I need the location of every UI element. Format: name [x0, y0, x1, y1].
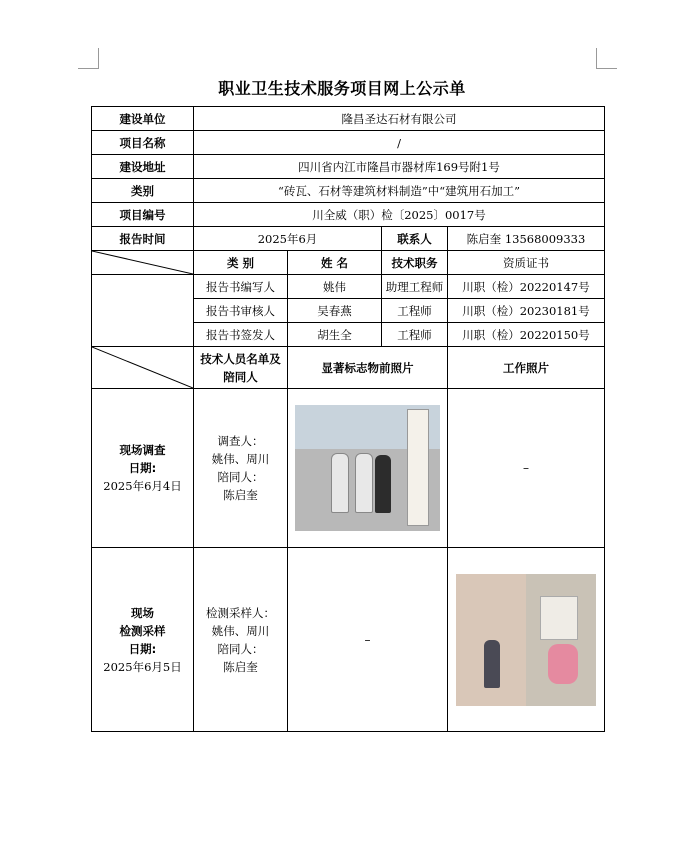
- survey-escort: 陈启奎: [223, 488, 258, 502]
- diagonal-cell: [92, 251, 194, 275]
- contact-value: 陈启奎 13568009333: [448, 227, 605, 251]
- address-label: 建设地址: [92, 155, 194, 179]
- category-value: “砖瓦、石材等建筑材料制造”中“建筑用石加工”: [194, 179, 605, 203]
- sampling-label-cell: [92, 548, 194, 732]
- staff-role: 报告书审核人: [194, 299, 288, 323]
- notice-table: [91, 106, 605, 732]
- sampling-escort: 陈启奎: [223, 659, 258, 674]
- staff-name: 吴春燕: [288, 299, 382, 323]
- corner-mark-left: [78, 48, 99, 69]
- time-value: 2025年6月: [194, 227, 382, 251]
- staff-header-title: 技术职务: [382, 251, 448, 275]
- survey-label-cell: [92, 389, 194, 548]
- address-value: 四川省内江市隆昌市器材库169号附1号: [194, 155, 605, 179]
- survey-landmark-photo-cell: [288, 389, 448, 548]
- staff-list-header: 技术人员名单及陪同人: [194, 347, 288, 389]
- staff-cert: 川职（检）20230181号: [448, 299, 605, 323]
- unit-value: 隆昌圣达石材有限公司: [194, 107, 605, 131]
- landmark-photo: [295, 405, 440, 531]
- person-figure: [484, 640, 500, 688]
- staff-header-cert: 资质证书: [448, 251, 605, 275]
- project-value: /: [194, 131, 605, 155]
- survey-investigators: 姚伟、周川: [211, 452, 270, 466]
- diagonal-cell: [92, 347, 194, 389]
- diagonal-line: [92, 347, 193, 388]
- person-figure: [375, 455, 391, 513]
- staff-header-row: [92, 251, 605, 275]
- staff-cert: 川职（检）20220150号: [448, 323, 605, 347]
- person-figure: [331, 453, 349, 513]
- survey-date: 2025年6月4日: [103, 479, 182, 493]
- sampling-people-cell: [194, 548, 288, 732]
- project-label: 项目名称: [92, 131, 194, 155]
- company-sign: [407, 409, 429, 526]
- code-value: 川全威（职）检〔2025〕0017号: [194, 203, 605, 227]
- row-unit: [92, 107, 605, 131]
- sampling-date: 2025年6月5日: [103, 659, 182, 674]
- time-label: 报告时间: [92, 227, 194, 251]
- staff-role: 报告书编写人: [194, 275, 288, 299]
- staff-name: 姚伟: [288, 275, 382, 299]
- survey-label: 现场调查: [119, 443, 166, 457]
- survey-escort-label: 陪同人：: [217, 470, 264, 484]
- staff-title: 助理工程师: [382, 275, 448, 299]
- contact-label: 联系人: [382, 227, 448, 251]
- staff-title: 工程师: [382, 323, 448, 347]
- sampling-work-photo-cell: [448, 548, 605, 732]
- staff-name: 胡生全: [288, 323, 382, 347]
- corner-mark-right: [596, 48, 617, 69]
- photos-header-row: [92, 347, 605, 389]
- staff-header-category: 类 别: [194, 251, 288, 275]
- work-photo: [456, 574, 596, 706]
- row-project: [92, 131, 605, 155]
- staff-role: 报告书签发人: [194, 323, 288, 347]
- hand-glove: [548, 644, 578, 684]
- code-label: 项目编号: [92, 203, 194, 227]
- staff-header-name: 姓 名: [288, 251, 382, 275]
- diagonal-line: [92, 251, 193, 274]
- sampling-date-label: 日期:: [128, 641, 157, 656]
- staff-blank-cell: [92, 275, 194, 347]
- landmark-photo-header: 显著标志物前照片: [288, 347, 448, 389]
- category-label: 类别: [92, 179, 194, 203]
- row-code: [92, 203, 605, 227]
- staff-title: 工程师: [382, 299, 448, 323]
- wall-panel: [540, 596, 578, 640]
- staff-cert: 川职（检）20220147号: [448, 275, 605, 299]
- survey-row: [92, 389, 605, 548]
- sampling-samplers: 姚伟、周川: [211, 623, 270, 638]
- sampling-escort-label: 陪同人：: [217, 641, 264, 656]
- sampling-label-2: 检测采样: [119, 623, 166, 638]
- survey-date-label: 日期:: [128, 461, 157, 475]
- staff-row: [92, 275, 605, 299]
- sampling-landmark-photo-cell: –: [288, 548, 448, 732]
- document-title: 职业卫生技术服务项目网上公示单: [218, 79, 466, 98]
- work-photo-header: 工作照片: [448, 347, 605, 389]
- survey-investigator-label: 调查人：: [217, 434, 264, 448]
- survey-work-photo-cell: –: [448, 389, 605, 548]
- sampling-row: [92, 548, 605, 732]
- survey-people-cell: [194, 389, 288, 548]
- row-category: [92, 179, 605, 203]
- row-time: [92, 227, 605, 251]
- row-address: [92, 155, 605, 179]
- sampling-sampler-label: 检测采样人：: [206, 605, 275, 620]
- sampling-label-1: 现场: [131, 605, 154, 620]
- unit-label: 建设单位: [92, 107, 194, 131]
- person-figure: [355, 453, 373, 513]
